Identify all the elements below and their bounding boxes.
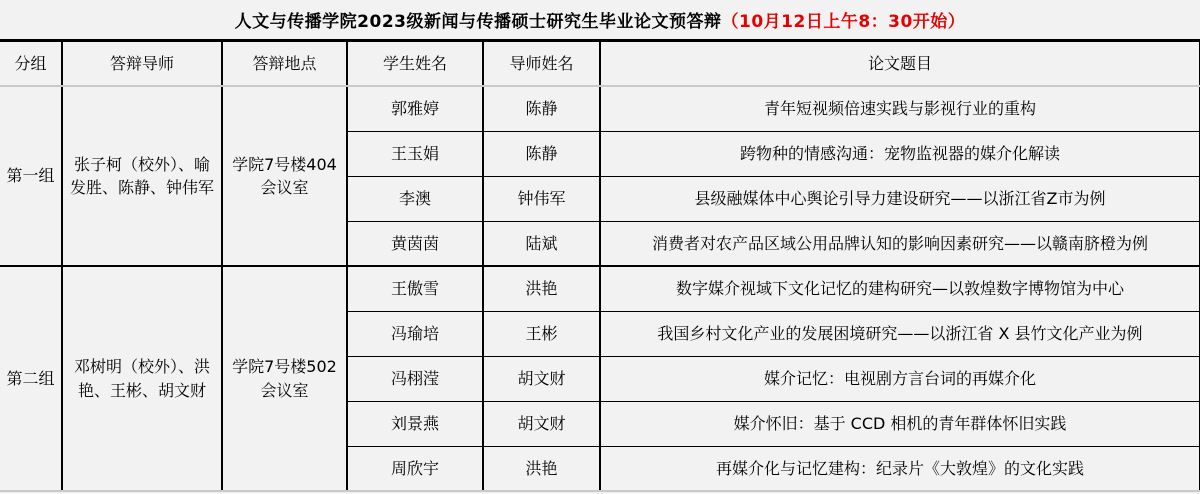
- thesis-title-cell: 青年短视频倍速实践与影视行业的重构: [600, 86, 1200, 131]
- group-advisors-cell: 张子柯（校外）、喻发胜、陈静、钟伟军: [62, 86, 222, 266]
- thesis-title-cell: 再媒介化与记忆建构：纪录片《大敦煌》的文化实践: [600, 446, 1200, 491]
- group-location-cell: 学院7号楼404会议室: [222, 86, 347, 266]
- student-name-cell: 李澳: [347, 176, 483, 221]
- mentor-name-cell: 胡文财: [483, 401, 600, 446]
- mentor-name-cell: 陈静: [483, 131, 600, 176]
- mentor-name-cell: 洪艳: [483, 266, 600, 311]
- column-header: 导师姓名: [483, 42, 600, 86]
- student-name-cell: 郭雅婷: [347, 86, 483, 131]
- mentor-name-cell: 钟伟军: [483, 176, 600, 221]
- column-header: 论文题目: [600, 42, 1200, 86]
- mentor-name-cell: 洪艳: [483, 446, 600, 491]
- column-header: 学生姓名: [347, 42, 483, 86]
- student-name-cell: 冯瑜培: [347, 311, 483, 356]
- mentor-name-cell: 陈静: [483, 86, 600, 131]
- mentor-name-cell: 胡文财: [483, 356, 600, 401]
- table-row: [0, 86, 1200, 131]
- group-advisors-cell: 邓树明（校外）、洪艳、王彬、胡文财: [62, 266, 222, 491]
- thesis-title-cell: 县级融媒体中心舆论引导力建设研究——以浙江省Z市为例: [600, 176, 1200, 221]
- mentor-name-cell: 王彬: [483, 311, 600, 356]
- student-name-cell: 冯栩滢: [347, 356, 483, 401]
- thesis-title-cell: 跨物种的情感沟通：宠物监视器的媒介化解读: [600, 131, 1200, 176]
- column-header: 答辩导师: [62, 42, 222, 86]
- table-header: [0, 42, 1200, 86]
- thesis-title-cell: 媒介记忆：电视剧方言台词的再媒介化: [600, 356, 1200, 401]
- column-header: 分组: [0, 42, 62, 86]
- table-title-text: 人文与传播学院2023级新闻与传播硕士研究生毕业论文预答辩: [234, 12, 722, 32]
- thesis-title-cell: 消费者对农产品区域公用品牌认知的影响因素研究——以赣南脐橙为例: [600, 221, 1200, 266]
- student-name-cell: 王玉娟: [347, 131, 483, 176]
- thesis-title-cell: 我国乡村文化产业的发展困境研究——以浙江省 X 县竹文化产业为例: [600, 311, 1200, 356]
- defense-schedule-table: [0, 42, 1200, 492]
- group-name-cell: 第二组: [0, 266, 62, 491]
- group-name-cell: 第一组: [6, 166, 55, 186]
- table-title-highlight: （10月12日上午8：30开始）: [721, 12, 966, 32]
- thesis-title-cell: 数字媒介视域下文化记忆的建构研究—以敦煌数字博物馆为中心: [600, 266, 1200, 311]
- mentor-name-cell: 陆斌: [483, 221, 600, 266]
- column-header: 答辩地点: [222, 42, 347, 86]
- student-name-cell: 周欣宇: [347, 446, 483, 491]
- table-body: [0, 86, 1200, 491]
- student-name-cell: 黄茵茵: [347, 221, 483, 266]
- thesis-title-cell: 媒介怀旧：基于 CCD 相机的青年群体怀旧实践: [600, 401, 1200, 446]
- student-name-cell: 王傲雪: [347, 266, 483, 311]
- header-row: [0, 42, 1200, 86]
- table-title: [0, 0, 1200, 42]
- table-row: [0, 266, 1200, 311]
- student-name-cell: 刘景燕: [347, 401, 483, 446]
- group-location-cell: 学院7号楼502会议室: [222, 266, 347, 491]
